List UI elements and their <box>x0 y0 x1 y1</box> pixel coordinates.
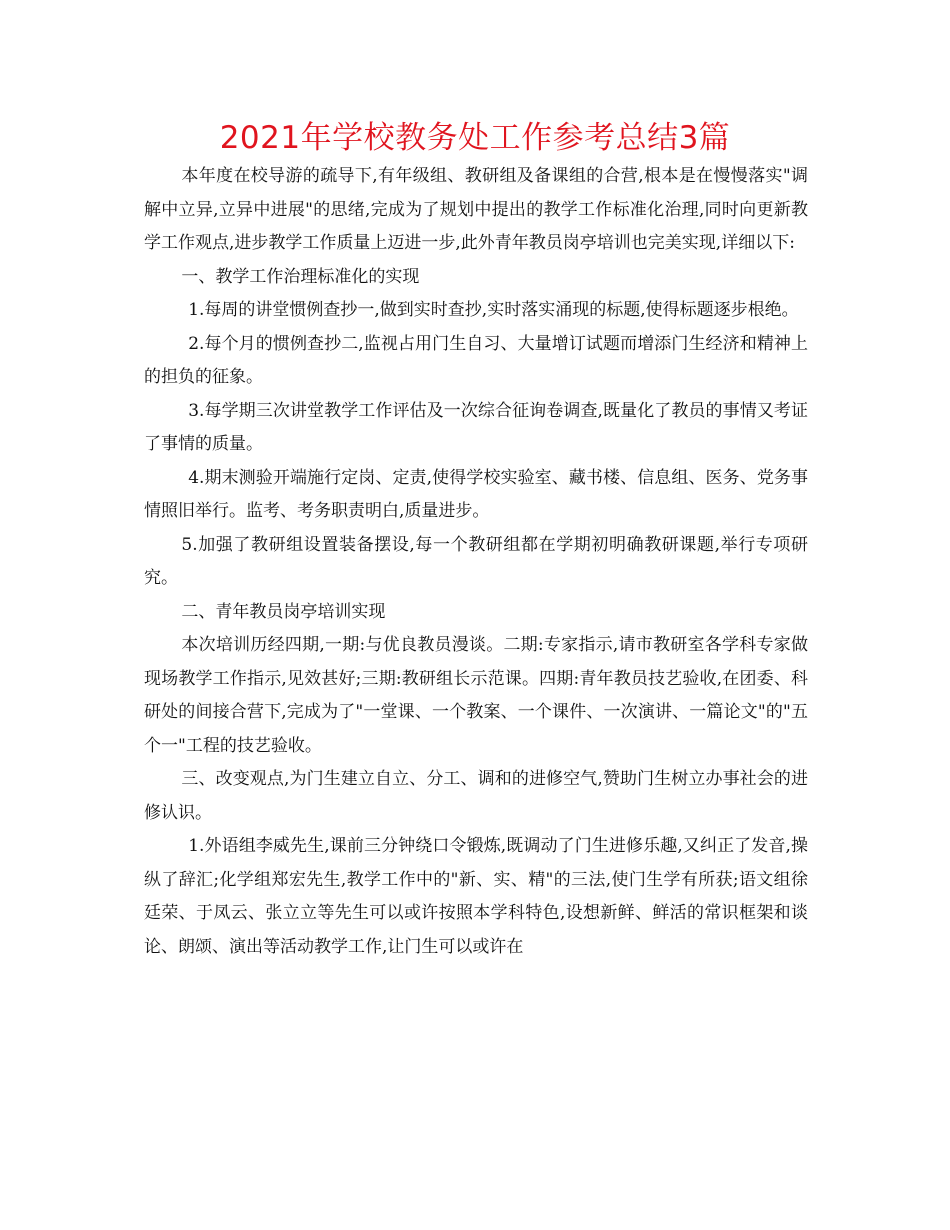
section-heading-2: 二、青年教员岗亭培训实现 <box>181 601 386 622</box>
document-body <box>144 160 808 964</box>
list-item-2: 2.每个月的惯例查抄二,监视占用门生自习、大量增订试题而增添门生经济和精神上的担负的征象。 <box>144 333 808 387</box>
paragraph-training: 本次培训历经四期,一期:与优良教员漫谈。二期:专家指示,请市教研室各学科专家做现场教学工作指示,见效甚好;三期:教研组长示范课。四期:青年教员技艺验收,在团委、科研处的间接合营下,完成为了"一堂课、一个教案、一个课件、一次演讲、一篇论文"的"五个一"工程的技艺验收。 <box>144 635 808 756</box>
paragraph-intro: 本年度在校导游的疏导下,有年级组、教研组及备课组的合营,根本是在慢慢落实"调解中立异,立异中进展"的思绪,完成为了规划中提出的教学工作标准化治理,同时向更新教学工作观点,进步教学工作质量上迈进一步,此外青年教员岗亭培训也完美实现,详细以下: <box>144 166 808 253</box>
section-heading-3: 三、改变观点,为门生建立自立、分工、调和的进修空气,赞助门生树立办事社会的进修认识。 <box>144 769 808 823</box>
list-item-3: 3.每学期三次讲堂教学工作评估及一次综合征询卷调查,既量化了教员的事情又考证了事情的质量。 <box>144 400 808 454</box>
list-item-4: 4.期末测验开端施行定岗、定责,使得学校实验室、藏书楼、信息组、医务、党务事情照旧举行。监考、考务职责明白,质量进步。 <box>144 467 808 521</box>
list-item-1: 1.每周的讲堂惯例查抄一,做到实时查抄,实时落实涌现的标题,使得标题逐步根绝。 <box>188 300 799 320</box>
document-title: 2021年学校教务处工作参考总结3篇 <box>219 120 731 156</box>
section-heading-1: 一、教学工作治理标准化的实现 <box>181 266 420 287</box>
list-item-5: 5.加强了教研组设置装备摆设,每一个教研组都在学期初明确教研课题,举行专项研究。 <box>144 534 808 588</box>
list-item-teachers: 1.外语组李威先生,课前三分钟绕口令锻炼,既调动了门生进修乐趣,又纠正了发音,操纵了辞汇;化学组郑宏先生,教学工作中的"新、实、精"的三法,使门生学有所获;语文组徐廷荣、于凤云、张立立等先生可以或许按照本学科特色,设想新鲜、鲜活的常识框架和谈论、朗颂、演出等活动教学工作,让门生可以或许在 <box>144 836 808 957</box>
